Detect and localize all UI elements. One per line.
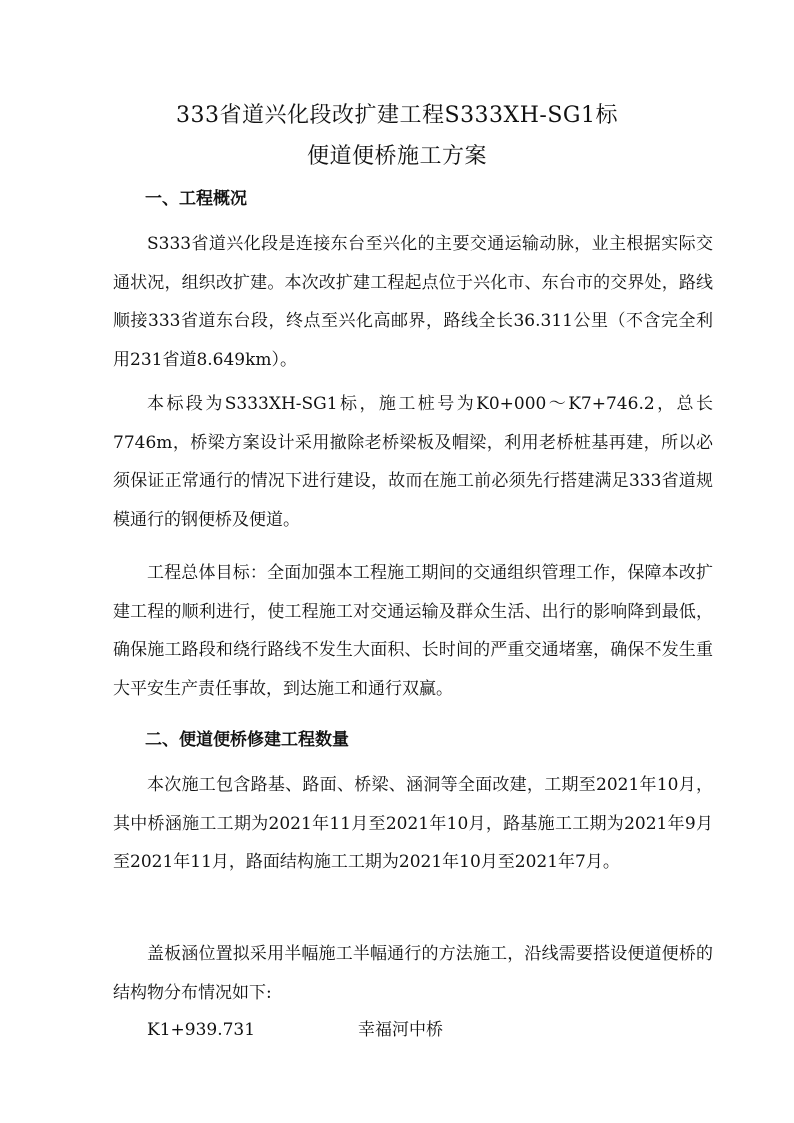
paragraph-project-background: S333省道兴化段是连接东台至兴化的主要交通运输动脉，业主根据实际交通状况，组织改扩建。本次改扩建工程起点位于兴化市、东台市的交界处，路线顺接333省道东台段，终点至兴化高邮界，路线全长36.311公里（不含完全利用231省道8.649km）。 [113, 234, 713, 370]
paragraph-overall-goal: 工程总体目标：全面加强本工程施工期间的交通组织管理工作，保障本改扩建工程的顺利进行，使工程施工对交通运输及群众生活、出行的影响降到最低，确保施工路段和绕行路线不发生大面积、长时间的严重交通堵塞，确保不发生重大平安生产责任事故，到达施工和通行双赢。 [113, 563, 713, 699]
paragraph-section-scope: 本标段为S333XH-SG1标，施工桩号为K0+000～K7+746.2，总长7746m，桥梁方案设计采用撤除老桥梁板及帽梁，利用老桥桩基再建，所以必须保证正常通行的情况下进行建设，故而在施工前必须先行搭建满足333省道规模通行的钢便桥及便道。 [113, 394, 713, 530]
section-heading-quantities: 二、便道便桥修建工程数量 [145, 730, 349, 750]
structure-station: K1+939.731 [147, 1020, 256, 1040]
paragraph-culvert-method: 盖板涵位置拟采用半幅施工半幅通行的方法施工，沿线需要搭设便道便桥的结构物分布情况如下: [113, 944, 713, 1003]
section-heading-overview: 一、工程概况 [145, 189, 247, 209]
paragraph-schedule: 本次施工包含路基、路面、桥梁、涵洞等全面改建，工期至2021年10月，其中桥涵施工工期为2021年11月至2021年10月，路基施工工期为2021年9月至2021年11月，路面结构施工工期为2021年10月至2021年7月。 [113, 775, 713, 872]
document-subtitle: 便道便桥施工方案 [306, 144, 487, 169]
document-title: 333省道兴化段改扩建工程S333XH-SG1标 [176, 103, 618, 128]
structure-name: 幸福河中桥 [358, 1020, 443, 1040]
